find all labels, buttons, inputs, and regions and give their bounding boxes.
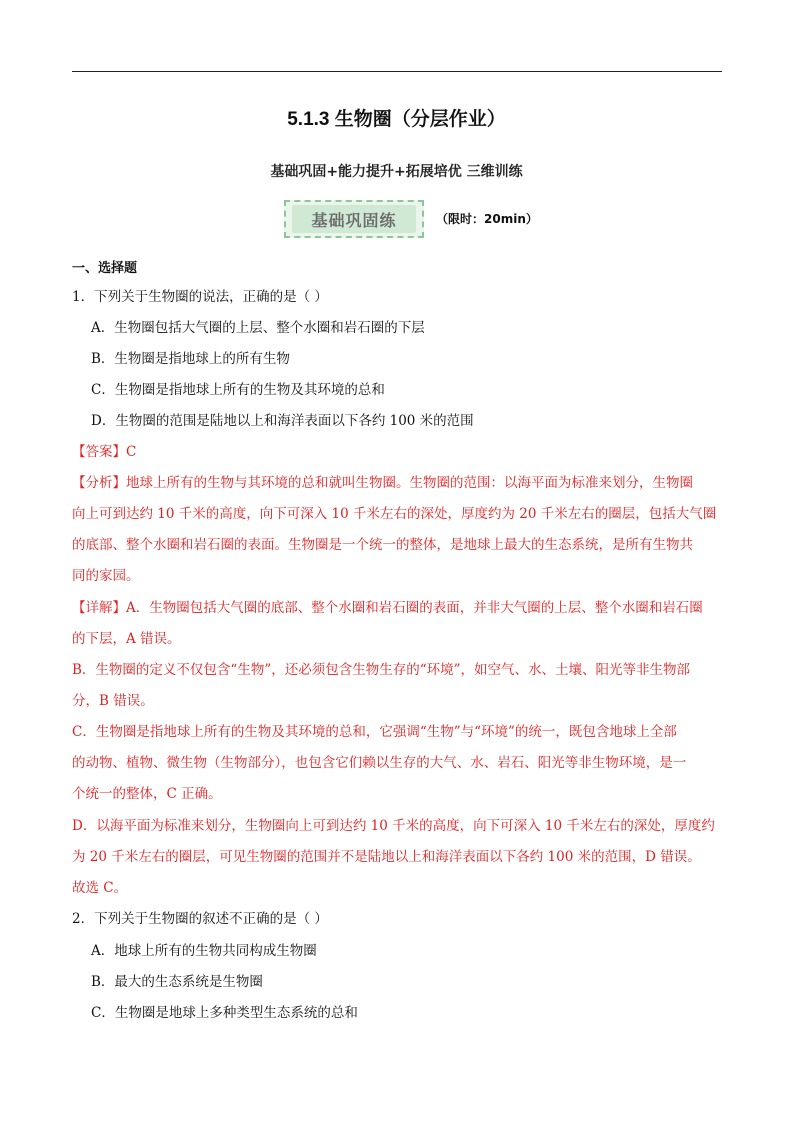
section-badge (284, 200, 424, 238)
detail-line: B．生物圈的定义不仅包含“生物”，还必须包含生物生存的“环境”，如空气、水、土壤、阳光等非生物部 (72, 662, 691, 678)
question-2-stem: 2．下列关于生物圈的叙述不正确的是（ ） (72, 911, 328, 927)
detail-line: 的动物、植物、微生物（生物部分），也包含它们赖以生存的大气、水、岩石、阳光等非生物环境，是一 (72, 755, 687, 771)
question-1-stem: 1．下列关于生物圈的说法，正确的是（ ） (72, 289, 328, 305)
detail-line: 的下层，A 错误。 (72, 631, 181, 647)
question-1-option-c: C．生物圈是指地球上所有的生物及其环境的总和 (91, 382, 385, 398)
detail-line: D．以海平面为标准来划分，生物圈向上可到达约 10 千米的高度，向下可深入 10 千米左右的深处，厚度约 (72, 818, 715, 834)
section-title: 一、选择题 (72, 261, 138, 276)
question-2-option-b: B．最大的生态系统是生物圈 (91, 974, 263, 990)
question-1-option-d: D．生物圈的范围是陆地以上和海洋表面以下各约 100 米的范围 (91, 413, 474, 429)
question-1-answer: 【答案】C (72, 444, 137, 460)
detail-line: 故选 C。 (72, 880, 128, 896)
analysis-line: 【分析】地球上所有的生物与其环境的总和就叫生物圈。生物圈的范围：以海平面为标准来划分，生物圈 (72, 475, 693, 491)
analysis-line: 的底部、整个水圈和岩石圈的表面。生物圈是一个统一的整体，是地球上最大的生态系统，是所有生物共 (72, 537, 693, 553)
detail-line: 【详解】A．生物圈包括大气圈的底部、整个水圈和岩石圈的表面，并非大气圈的上层、整个水圈和岩石圈 (72, 600, 703, 616)
time-limit: （限时：20min） (436, 212, 538, 226)
question-2-option-c: C．生物圈是地球上多种类型生态系统的总和 (91, 1005, 358, 1021)
analysis-line: 同的家园。 (72, 568, 140, 584)
detail-line: 个统一的整体，C 正确。 (72, 786, 222, 802)
detail-line: 为 20 千米左右的圈层，可见生物圈的范围并不是陆地以上和海洋表面以下各约 100 米的范围，D 错误。 (72, 849, 701, 865)
page-subtitle: 基础巩固+能力提升+拓展培优 三维训练 (270, 164, 523, 180)
question-1-option-a: A．生物圈包括大气圈的上层、整个水圈和岩石圈的下层 (91, 320, 425, 336)
question-1-option-b: B．生物圈是指地球上的所有生物 (91, 351, 290, 367)
header-rule (72, 71, 722, 72)
page-title: 5.1.3 生物圈（分层作业） (287, 109, 506, 130)
detail-line: C．生物圈是指地球上所有的生物及其环境的总和，它强调“生物”与“环境”的统一，既包含地球上全部 (72, 724, 677, 740)
question-2-option-a: A．地球上所有的生物共同构成生物圈 (91, 943, 317, 959)
detail-line: 分，B 错误。 (72, 693, 154, 709)
analysis-line: 向上可到达约 10 千米的高度，向下可深入 10 千米左右的深处，厚度约为 20 千米左右的圈层，包括大气圈 (72, 506, 717, 522)
section-badge-label: 基础巩固练 (292, 205, 416, 233)
